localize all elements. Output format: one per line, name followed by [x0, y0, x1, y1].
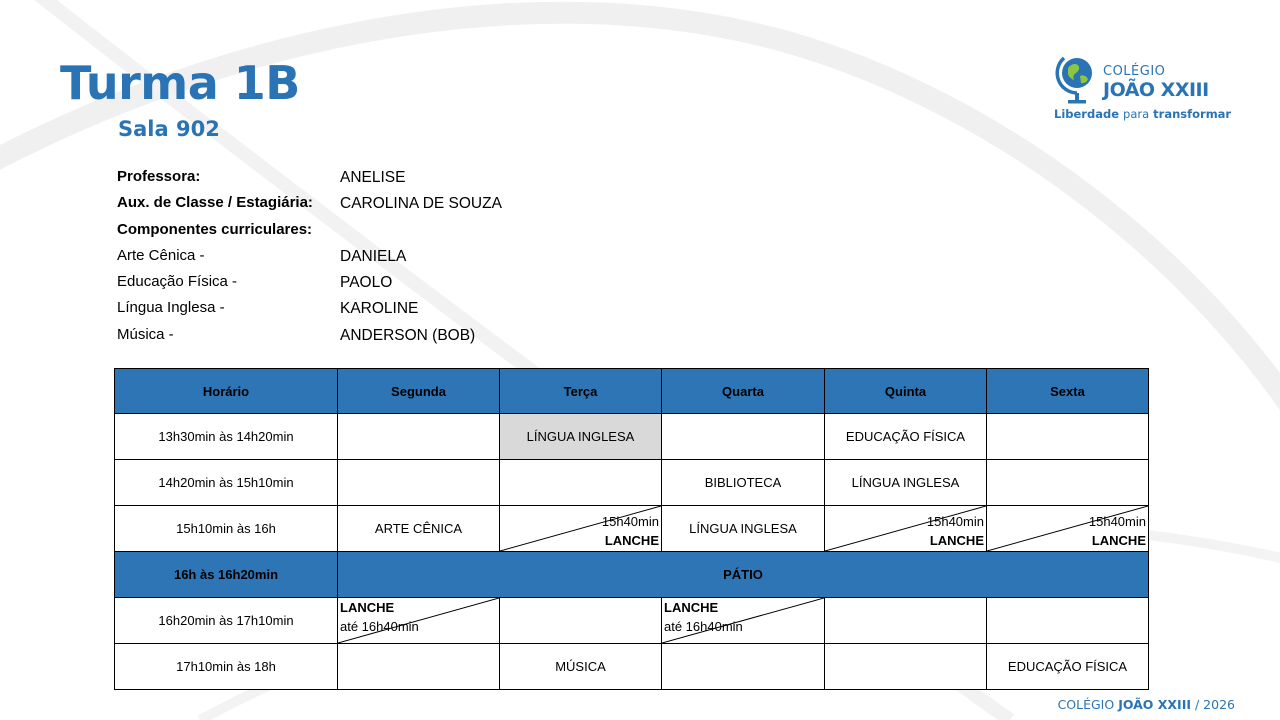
- class-cell: [825, 644, 987, 690]
- schedule-row-recess: [115, 552, 1149, 598]
- class-cell: [338, 460, 500, 506]
- schedule-row: [115, 598, 1149, 644]
- class-cell: [987, 460, 1149, 506]
- header-sexta: Sexta: [987, 369, 1149, 414]
- info-value: DANIELA: [340, 247, 407, 265]
- class-cell: LÍNGUA INGLESA: [500, 414, 662, 460]
- info-label: Professora:: [117, 168, 201, 185]
- schedule-row: [115, 506, 1149, 552]
- snack-cell-quinta: [825, 506, 987, 552]
- page-footer: [1058, 697, 1235, 712]
- snack-label: LANCHE: [604, 533, 659, 548]
- snack-note: [664, 598, 743, 636]
- info-label: Componentes curriculares:: [117, 220, 313, 238]
- header-quarta: Quarta: [662, 369, 825, 414]
- info-value: ANDERSON (BOB): [340, 326, 476, 344]
- class-cell: LÍNGUA INGLESA: [662, 506, 825, 552]
- snack-until: até 16h40min: [340, 619, 419, 634]
- snack-cell-sexta: [987, 506, 1149, 552]
- info-value: KAROLINE: [340, 300, 419, 318]
- time-cell: 16h às 16h20min: [115, 552, 338, 598]
- room-label: Sala 902: [118, 117, 220, 141]
- schedule-table: [114, 368, 1149, 690]
- class-cell: EDUCAÇÃO FÍSICA: [987, 644, 1149, 690]
- snack-note: [340, 598, 419, 636]
- logo-slogan: [1054, 107, 1231, 121]
- class-cell: [500, 460, 662, 506]
- info-label: Educação Física -: [117, 273, 238, 291]
- info-value: CAROLINA DE SOUZA: [340, 195, 502, 213]
- snack-time: 15h40min: [601, 514, 659, 529]
- class-cell: ARTE CÊNICA: [338, 506, 500, 552]
- slogan-part-3: transformar: [1153, 107, 1232, 121]
- time-cell: 13h30min às 14h20min: [115, 414, 338, 460]
- snack-label: LANCHE: [1091, 533, 1146, 548]
- header-terca: Terça: [500, 369, 662, 414]
- class-cell: EDUCAÇÃO FÍSICA: [825, 414, 987, 460]
- snack-cell-terca: [500, 506, 662, 552]
- snack-until: até 16h40min: [664, 619, 743, 634]
- class-cell: [338, 414, 500, 460]
- recess-cell: PÁTIO: [338, 552, 1149, 598]
- page-title: Turma 1B: [60, 56, 300, 110]
- info-value: PAOLO: [340, 274, 393, 292]
- snack-label: LANCHE: [929, 533, 984, 548]
- schedule-row: [115, 414, 1149, 460]
- slogan-part-2: para: [1123, 107, 1150, 121]
- footer-prefix: COLÉGIO: [1057, 697, 1115, 712]
- slogan-part-1: Liberdade: [1054, 107, 1119, 121]
- snack-note: [602, 512, 659, 550]
- header-segunda: Segunda: [338, 369, 500, 414]
- class-cell: [662, 414, 825, 460]
- time-cell: 14h20min às 15h10min: [115, 460, 338, 506]
- time-cell: 15h10min às 16h: [115, 506, 338, 552]
- snack-label: LANCHE: [664, 600, 719, 615]
- class-cell: [987, 414, 1149, 460]
- school-logo: [1050, 46, 1240, 126]
- schedule-header-row: [115, 369, 1149, 414]
- class-cell: [662, 644, 825, 690]
- snack-note: [1089, 512, 1146, 550]
- logo-name-text: JOÃO XXIII: [1103, 79, 1209, 101]
- class-cell: MÚSICA: [500, 644, 662, 690]
- footer-year: / 2026: [1195, 697, 1235, 712]
- snack-cell-quarta: [662, 598, 825, 644]
- class-cell: [825, 598, 987, 644]
- schedule-row: [115, 644, 1149, 690]
- class-cell: [500, 598, 662, 644]
- logo-colegio-text: COLÉGIO: [1103, 64, 1166, 79]
- class-cell: [987, 598, 1149, 644]
- time-cell: 16h20min às 17h10min: [115, 598, 338, 644]
- class-cell: BIBLIOTECA: [662, 460, 825, 506]
- footer-school-name: JOÃO XXIII: [1118, 697, 1192, 712]
- info-label: Aux. de Classe / Estagiária:: [117, 194, 313, 212]
- schedule-row: [115, 460, 1149, 506]
- snack-time: 15h40min: [926, 514, 984, 529]
- header-quinta: Quinta: [825, 369, 987, 414]
- snack-time: 15h40min: [1088, 514, 1146, 529]
- snack-cell-segunda: [338, 598, 500, 644]
- snack-note: [927, 512, 984, 550]
- info-label: Música -: [117, 325, 174, 343]
- info-label: Língua Inglesa -: [117, 299, 225, 317]
- info-label: Arte Cênica -: [117, 246, 205, 264]
- globe-icon: [1050, 46, 1100, 106]
- snack-label: LANCHE: [340, 600, 395, 615]
- header-horario: Horário: [115, 369, 338, 414]
- time-cell: 17h10min às 18h: [115, 644, 338, 690]
- class-cell: [338, 644, 500, 690]
- info-value: ANELISE: [340, 169, 406, 186]
- class-cell: LÍNGUA INGLESA: [825, 460, 987, 506]
